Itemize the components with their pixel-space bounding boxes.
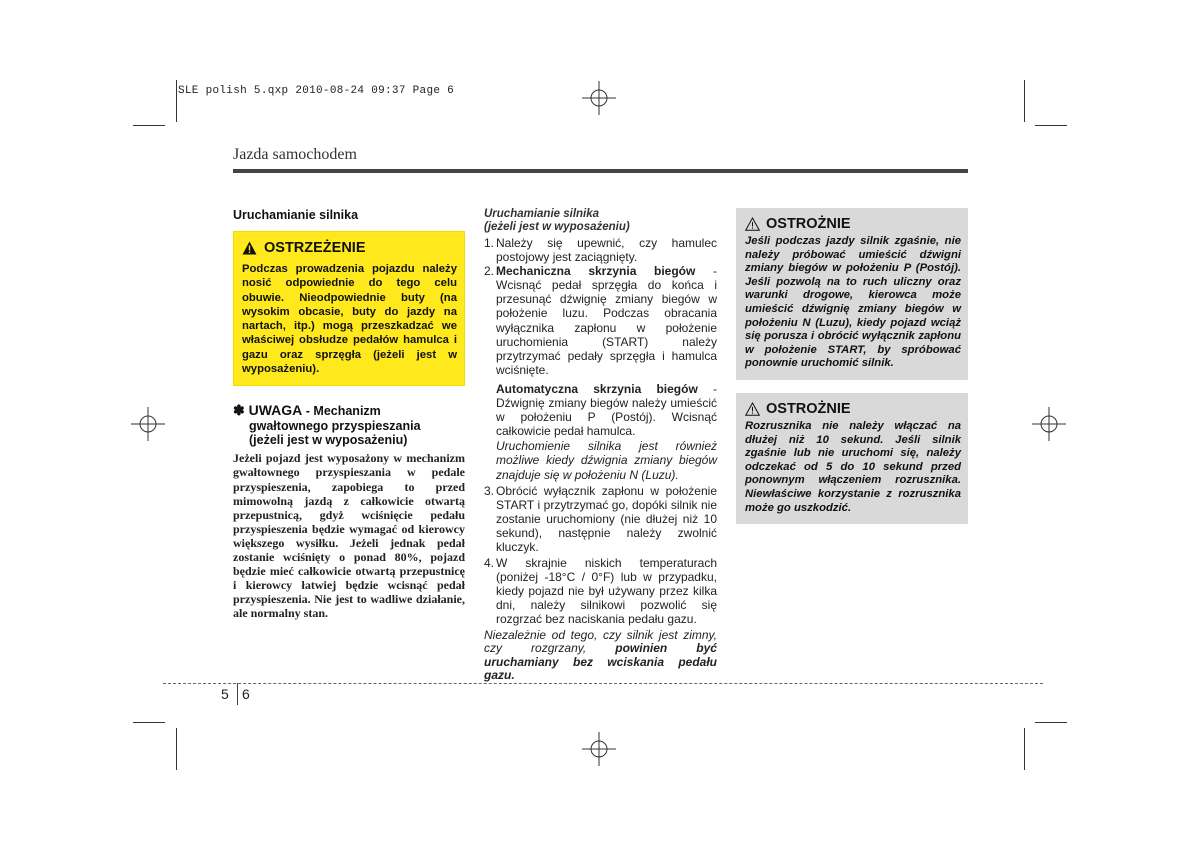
subsection-heading-sub: (jeżeli jest w wyposażeniu) — [484, 221, 630, 233]
crop-mark — [1035, 125, 1067, 126]
step-4 — [484, 556, 717, 626]
crop-mark — [133, 722, 165, 723]
caution-triangle-icon — [745, 217, 760, 231]
final-plain: Niezależnie od tego, czy silnik jest zimny, czy rozgrzany, — [484, 627, 717, 656]
warning-box — [233, 231, 465, 386]
registration-mark-icon — [131, 407, 165, 441]
step-1 — [484, 236, 717, 264]
column-right — [736, 208, 968, 524]
warning-title: OSTRZEŻENIE — [264, 240, 366, 256]
warning-text: Podczas prowadzenia pojazdu należy nosić odpowiednie do tego celu obuwie. Nieodpowiednie buty (na wysokim obcasie, buty do jazdy na nartach, itp.) mogą przeszkadzać we właściwej obsłudze pedałów hamulca i gazu oraz sprzęgła (jeżeli jest w wyposażeniu). — [242, 263, 457, 376]
caution-title: OSTROŻNIE — [766, 216, 851, 232]
note-label: UWAGA — [248, 402, 303, 419]
page-number: 6 — [242, 686, 250, 702]
automatic-gearbox — [484, 382, 717, 438]
step-number: 3. — [484, 483, 495, 498]
subsection-heading: Uruchamianie silnika — [484, 208, 600, 220]
auto-italic-note: Uruchomienie silnika jest również możliwe kiedy dźwignia zmiany biegów znajduje się w położeniu N (Luzu). — [496, 439, 717, 482]
caution-box — [736, 208, 968, 380]
note-symbol: ✽ — [233, 402, 245, 419]
chapter-number: 5 — [221, 686, 230, 702]
step-text: - Wcisnąć pedał sprzęgła do końca i przesunąć dźwignię zmiany biegów w położenie luzu. Podczas obracania wyłącznika zapłonu w położenie uruchomienia (START) należy przytrzymać pedały sprzęgła i hamulca wciśnięte. — [496, 264, 717, 377]
step-text: Należy się upewnić, czy hamulec postojowy jest zaciągnięty. — [496, 236, 717, 265]
auto-text: - Dźwignię zmiany biegów należy umieścić w położeniu P (Postój). Wcisnąć całkowicie pedał hamulca. — [496, 381, 717, 439]
column-middle — [484, 208, 717, 683]
step-number: 1. — [484, 236, 495, 250]
caution-text: Rozrusznika nie należy włączać na dłużej niż 10 sekund. Jeśli silnik zgaśnie lub nie uruchomi się, należy odczekać od 5 do 10 sekund przed ponownym włączeniem rozrusznika. Niewłaściwe korzystanie z rozrusznika może go uszkodzić. — [745, 419, 961, 514]
header-rule — [233, 169, 968, 173]
caution-header — [745, 401, 961, 417]
note-title: - Mechanizm — [302, 404, 381, 419]
registration-mark-icon — [582, 732, 616, 766]
step-text: Obrócić wyłącznik zapłonu w położenie START i przytrzymać go, dopóki silnik nie zostanie uruchomiony (nie dłużej niż 10 sekund), następnie należy zwolnić kluczyk. — [496, 483, 717, 554]
caution-box — [736, 393, 968, 524]
step-text: W skrajnie niskich temperaturach (poniżej -18°C / 0°F) lub w przypadku, kiedy pojazd nie był używany przez kilka dni, należy silnikowi pozwolić się rozgrzać bez naciskania pedału gazu. — [496, 556, 717, 627]
step-3 — [484, 484, 717, 554]
step-number: 2. — [484, 264, 495, 279]
caution-text: Jeśli podczas jazdy silnik zgaśnie, nie należy próbować umieścić dźwigni zmiany biegów w położeniu P (Postój). Jeśli pozwolą na to ruch uliczny oraz warunki drogowe, kierowca może umieścić dźwignię zmiany biegów w położeniu N (Luzu), kiedy pojazd wciąż się porusza i obrócić wyłącznik zapłonu w położenie START, by spróbować ponownie uruchomić silnik. — [745, 235, 961, 370]
footer-rule — [163, 683, 1043, 684]
step-2 — [484, 264, 717, 377]
step-bold: Mechaniczna skrzynia biegów — [496, 264, 696, 279]
auto-bold: Automatyczna skrzynia biegów — [496, 381, 698, 396]
section-title: Uruchamianie silnika — [233, 208, 359, 222]
warning-triangle-icon — [242, 241, 257, 255]
crop-mark — [1024, 728, 1025, 770]
crop-mark — [176, 80, 177, 122]
final-bold: powinien być uruchamiany bez wciskania pedału gazu. — [484, 641, 717, 683]
note-body: Jeżeli pojazd jest wyposażony w mechanizm gwałtownego przyspieszania w pedale przyspieszenia, zapobiega to przed mimowolną jazdą z całkowicie otwartą przepustnicą, gdyż wciśnięcie pedału przyspieszenia będzie wymagać od kierowcy większego wysiłku. Jeżeli jednak pedał zostanie wciśnięty o ponad 80%, pojazd będzie mieć całkowicie otwartą przepustnicę i kierowcy łatwiej będzie wcisnąć pedał przyspieszenia. Nie jest to wadliwe działanie, ale normalny stan. — [233, 451, 465, 621]
page-divider — [237, 683, 238, 705]
crop-mark — [1035, 722, 1067, 723]
registration-mark-icon — [1032, 407, 1066, 441]
chapter-title: Jazda samochodem — [233, 146, 357, 163]
column-left — [233, 208, 465, 621]
note-title-line3: (jeżeli jest w wyposażeniu) — [249, 433, 408, 448]
final-note — [484, 629, 717, 683]
print-slug: SLE polish 5.qxp 2010-08-24 09:37 Page 6 — [178, 85, 455, 97]
note-title-line2: gwałtownego przyspieszania — [249, 419, 421, 434]
crop-mark — [176, 728, 177, 770]
caution-header — [745, 216, 961, 232]
caution-triangle-icon — [745, 402, 760, 416]
crop-mark — [1024, 80, 1025, 122]
crop-mark — [133, 125, 165, 126]
caution-title: OSTROŻNIE — [766, 400, 851, 417]
registration-mark-icon — [582, 81, 616, 115]
warning-header — [242, 240, 457, 256]
note-heading — [233, 402, 465, 419]
step-number: 4. — [484, 556, 495, 571]
